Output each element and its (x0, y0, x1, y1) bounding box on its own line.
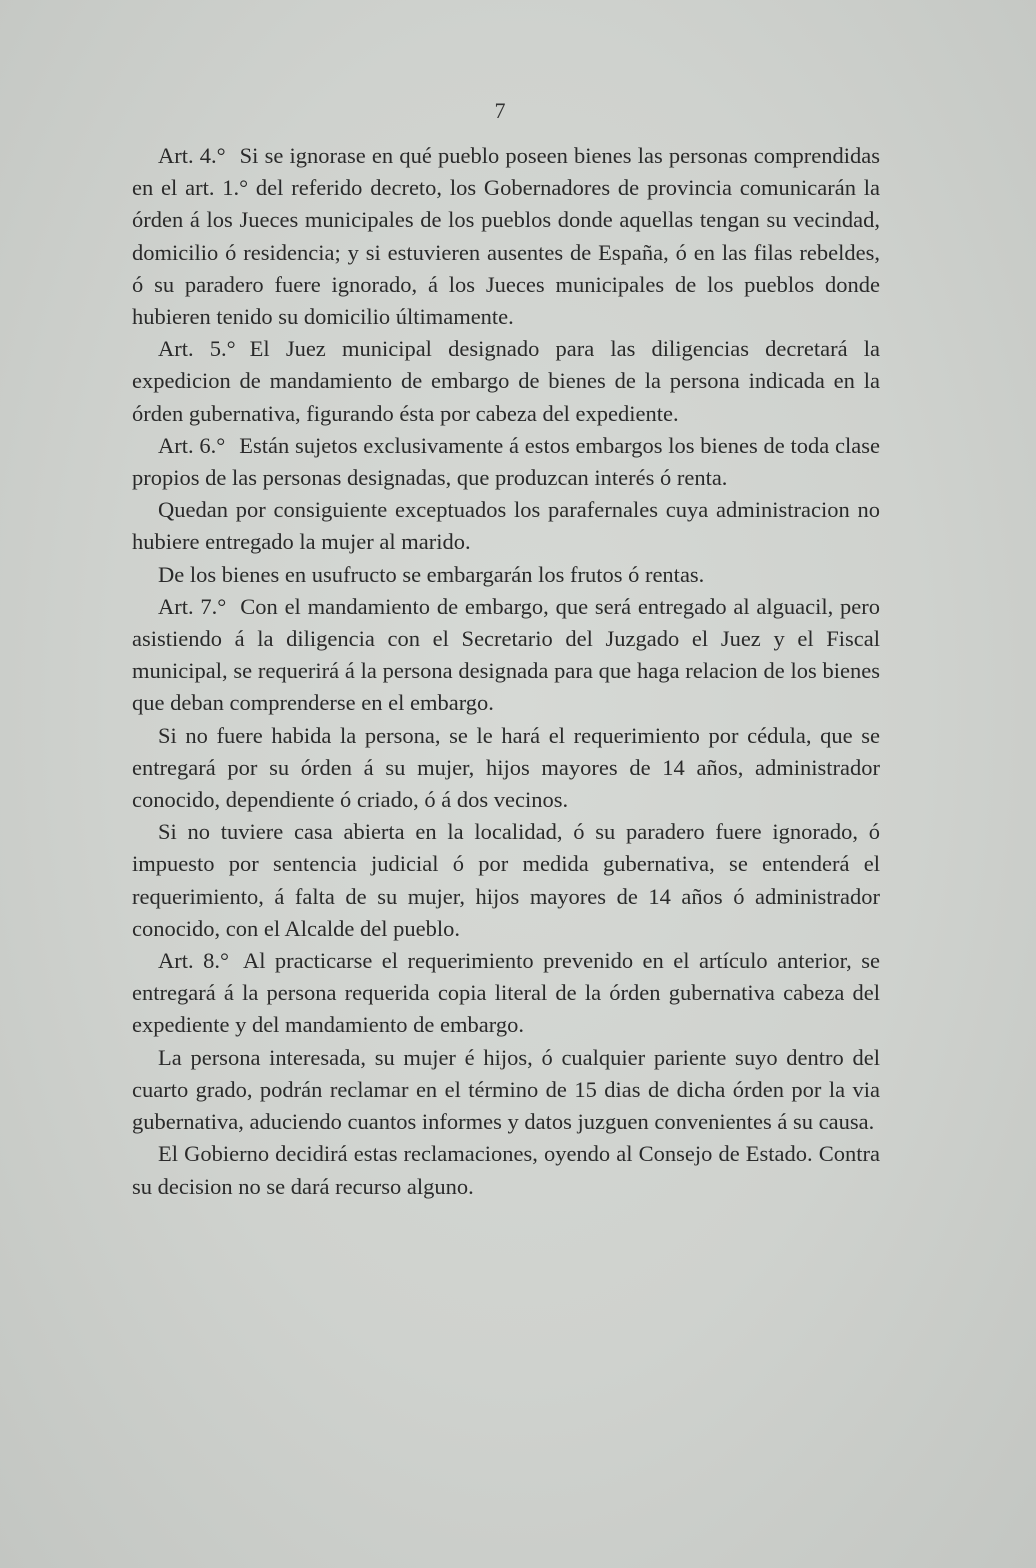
art-5-paragraph-1 (132, 333, 880, 430)
art-8-label: Art. 8.° (158, 948, 229, 974)
art-8-paragraph-2: La persona interesada, su mujer é hijos, ó cualquier pariente suyo dentro del cuarto grado, podrán reclamar en el término de 15 dias de dicha órden por la via gubernativa, aduciendo cuantos informes y datos juzguen convenientes á su causa. (132, 1044, 880, 1135)
page-number: 7 (494, 98, 506, 123)
art-4-label: Art. 4.° (158, 143, 226, 168)
art-6-paragraph-2: Quedan por consiguiente exceptuados los parafernales cuya administracion no hubiere entregado la mujer al marido. (132, 497, 880, 555)
art-6-text-1: Están sujetos exclusivamente á estos embargos los bienes de toda clase propios de las personas designadas, que produzcan interés ó renta. (132, 432, 880, 491)
art-4-paragraph-1 (132, 140, 880, 333)
art-5-text-1: El Juez municipal designado para las diligencias decretará la expedicion de mandamiento de embargo de bienes de la persona indicada en la órden gubernativa, figurando ésta por cabeza del expediente. (132, 336, 880, 426)
article-text-block (132, 140, 880, 1203)
art-6-paragraph-3: De los bienes en usufructo se embargarán los frutos ó rentas. (158, 561, 705, 587)
art-6-label: Art. 6.° (158, 432, 226, 458)
art-7-paragraph-1 (132, 591, 880, 720)
art-8-paragraph-3: El Gobierno decidirá estas reclamaciones, oyendo al Consejo de Estado. Contra su decision no se dará recurso alguno. (132, 1141, 880, 1199)
art-7-text-1: Con el mandamiento de embargo, que será entregado al alguacil, pero asistiendo á la diligencia con el Secretario del Juzgado el Juez y el Fiscal municipal, se requerirá á la persona designada para que haga relacion de los bienes que deban comprenderse en el embargo. (132, 593, 880, 716)
art-4-text-1: Si se ignorase en qué pueblo poseen bienes las personas comprendidas en el art. 1.° del referido decreto, los Gobernadores de provincia comunicarán la órden á los Jueces municipales de los pueblos donde aquellas tengan su vecindad, domicilio ó residencia; y si estuvieren ausentes de España, ó en las filas rebeldes, ó su paradero fuere ignorado, á los Jueces municipales de los pueblos donde hubieren tenido su domicilio últimamente. (132, 143, 880, 330)
art-7-label: Art. 7.° (158, 593, 227, 619)
art-5-label: Art. 5.° (158, 336, 236, 362)
art-7-paragraph-3: Si no tuviere casa abierta en la localidad, ó su paradero fuere ignorado, ó impuesto por sentencia judicial ó por medida gubernativa, se entenderá el requerimiento, á falta de su mujer, hijos mayores de 14 años ó administrador conocido, con el Alcalde del pueblo. (132, 819, 880, 941)
art-6-paragraph-1 (132, 430, 880, 494)
art-7-paragraph-2: Si no fuere habida la persona, se le hará el requerimiento por cédula, que se entregará por su órden á su mujer, hijos mayores de 14 años, administrador conocido, dependiente ó criado, ó á dos vecinos. (132, 722, 880, 813)
art-8-paragraph-1 (132, 945, 880, 1042)
art-8-text-1: Al practicarse el requerimiento prevenido en el artículo anterior, se entregará á la persona requerida copia literal de la órden gubernativa cabeza del expediente y del mandamiento de embargo. (132, 948, 880, 1038)
